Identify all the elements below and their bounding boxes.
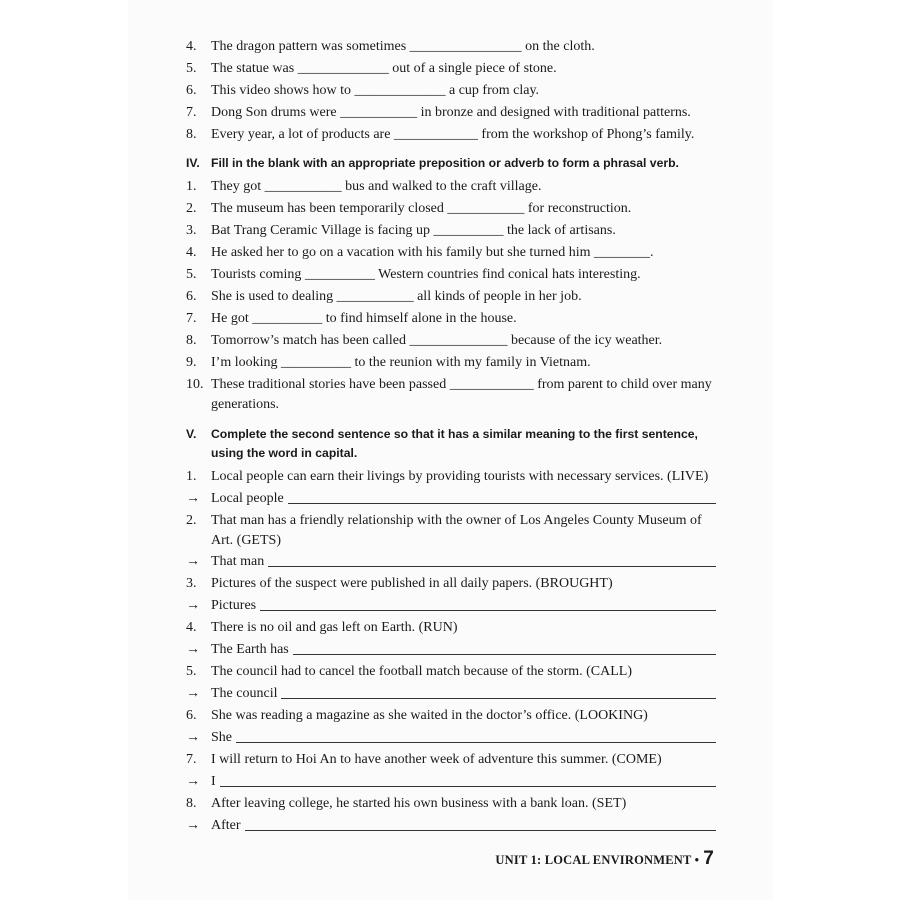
list-item (186, 793, 716, 815)
item-number: 7. (186, 105, 197, 120)
answer-blank[interactable] (281, 683, 716, 699)
list-item (186, 264, 716, 286)
list-item (186, 36, 716, 58)
item-number: 3. (186, 223, 197, 238)
answer-blank[interactable] (245, 815, 716, 831)
item-text: He got __________ to find himself alone in the house. (211, 311, 517, 326)
arrow-icon: → (186, 818, 200, 833)
arrow-icon: → (186, 642, 200, 657)
item-number: 2. (186, 201, 197, 216)
item-number: 9. (186, 355, 197, 370)
list-item (186, 80, 716, 102)
item-text: Dong Son drums were ___________ in bronze and designed with traditional patterns. (211, 105, 691, 120)
item-number: 6. (186, 708, 197, 723)
list-item (186, 352, 716, 374)
section-instruction: Complete the second sentence so that it has a similar meaning to the first sentence, using the word in capital. (211, 427, 698, 460)
item-number: 8. (186, 127, 197, 142)
answer-row (186, 683, 716, 705)
item-number: 6. (186, 83, 197, 98)
answer-lead: Pictures (211, 598, 257, 613)
list-item (186, 124, 716, 146)
worksheet-content (186, 36, 716, 837)
item-number: 1. (186, 179, 197, 194)
answer-lead: That man (211, 554, 265, 569)
answer-row (186, 595, 716, 617)
item-text: She is used to dealing ___________ all kinds of people in her job. (211, 289, 582, 304)
unit-title: UNIT 1: LOCAL ENVIRONMENT • (495, 853, 700, 867)
arrow-icon: → (186, 491, 200, 506)
section-instruction: Fill in the blank with an appropriate preposition or adverb to form a phrasal verb. (211, 156, 679, 170)
page-footer (495, 848, 714, 870)
item-number: 7. (186, 752, 197, 767)
item-number: 2. (186, 513, 197, 528)
item-number: 4. (186, 245, 197, 260)
answer-blank[interactable] (236, 727, 716, 743)
answer-blank[interactable] (288, 488, 716, 504)
answer-row (186, 551, 716, 573)
arrow-icon: → (186, 730, 200, 745)
answer-lead: I (211, 774, 216, 789)
section-iv-list (186, 176, 716, 415)
list-item (186, 573, 716, 595)
list-item (186, 176, 716, 198)
item-number: 5. (186, 664, 197, 679)
list-item (186, 749, 716, 771)
item-text: The council had to cancel the football match because of the storm. (CALL) (211, 664, 633, 679)
item-text: They got ___________ bus and walked to the craft village. (211, 179, 542, 194)
item-number: 7. (186, 311, 197, 326)
item-text: Local people can earn their livings by providing tourists with necessary services. (LIVE) (211, 469, 709, 484)
item-number: 4. (186, 39, 197, 54)
list-item (186, 198, 716, 220)
answer-blank[interactable] (260, 595, 716, 611)
item-number: 3. (186, 576, 197, 591)
answer-row (186, 815, 716, 837)
list-item (186, 58, 716, 80)
item-number: 5. (186, 267, 197, 282)
item-number: 6. (186, 289, 197, 304)
list-item (186, 102, 716, 124)
item-text: I will return to Hoi An to have another week of adventure this summer. (COME) (211, 752, 662, 767)
item-text: I’m looking __________ to the reunion with my family in Vietnam. (211, 355, 591, 370)
answer-lead: The council (211, 686, 278, 701)
answer-lead: After (211, 818, 241, 833)
item-number: 5. (186, 61, 197, 76)
item-text: He asked her to go on a vacation with his family but she turned him ________. (211, 245, 654, 260)
section-v-heading (186, 425, 716, 463)
list-item (186, 617, 716, 639)
item-number: 8. (186, 333, 197, 348)
item-number: 10. (186, 377, 204, 392)
item-text: The museum has been temporarily closed ___________ for reconstruction. (211, 201, 632, 216)
answer-blank[interactable] (293, 639, 716, 655)
answer-row (186, 488, 716, 510)
item-text: That man has a friendly relationship with the owner of Los Angeles County Museum of Art. (GETS) (211, 513, 702, 548)
arrow-icon: → (186, 554, 200, 569)
page-number: 7 (703, 848, 714, 869)
section-number: IV. (186, 156, 200, 170)
item-text: Bat Trang Ceramic Village is facing up __________ the lack of artisans. (211, 223, 616, 238)
item-text: Every year, a lot of products are ____________ from the workshop of Phong’s family. (211, 127, 695, 142)
answer-row (186, 727, 716, 749)
list-item (186, 661, 716, 683)
answer-lead: She (211, 730, 232, 745)
list-item (186, 330, 716, 352)
item-text: These traditional stories have been passed ____________ from parent to child over many generations. (211, 377, 712, 412)
list-item (186, 242, 716, 264)
list-item (186, 220, 716, 242)
list-item (186, 286, 716, 308)
item-number: 1. (186, 469, 197, 484)
arrow-icon: → (186, 598, 200, 613)
item-text: The statue was _____________ out of a single piece of stone. (211, 61, 557, 76)
section-iii-list (186, 36, 716, 146)
section-v-list (186, 466, 716, 837)
answer-lead: The Earth has (211, 642, 289, 657)
item-text: Tourists coming __________ Western countries find conical hats interesting. (211, 267, 641, 282)
list-item (186, 308, 716, 330)
item-text: Pictures of the suspect were published in all daily papers. (BROUGHT) (211, 576, 613, 591)
item-text: There is no oil and gas left on Earth. (RUN) (211, 620, 458, 635)
answer-blank[interactable] (220, 771, 716, 787)
section-number: V. (186, 427, 197, 441)
section-iv-heading (186, 154, 716, 173)
answer-row (186, 771, 716, 793)
list-item (186, 705, 716, 727)
item-text: She was reading a magazine as she waited in the doctor’s office. (LOOKING) (211, 708, 648, 723)
answer-lead: Local people (211, 491, 284, 506)
item-text: Tomorrow’s match has been called ______________ because of the icy weather. (211, 333, 663, 348)
list-item (186, 510, 716, 551)
item-number: 4. (186, 620, 197, 635)
item-number: 8. (186, 796, 197, 811)
arrow-icon: → (186, 686, 200, 701)
list-item (186, 374, 716, 415)
list-item (186, 466, 716, 488)
item-text: This video shows how to _____________ a cup from clay. (211, 83, 540, 98)
item-text: After leaving college, he started his own business with a bank loan. (SET) (211, 796, 627, 811)
answer-blank[interactable] (268, 551, 716, 567)
arrow-icon: → (186, 774, 200, 789)
item-text: The dragon pattern was sometimes ________________ on the cloth. (211, 39, 595, 54)
answer-row (186, 639, 716, 661)
